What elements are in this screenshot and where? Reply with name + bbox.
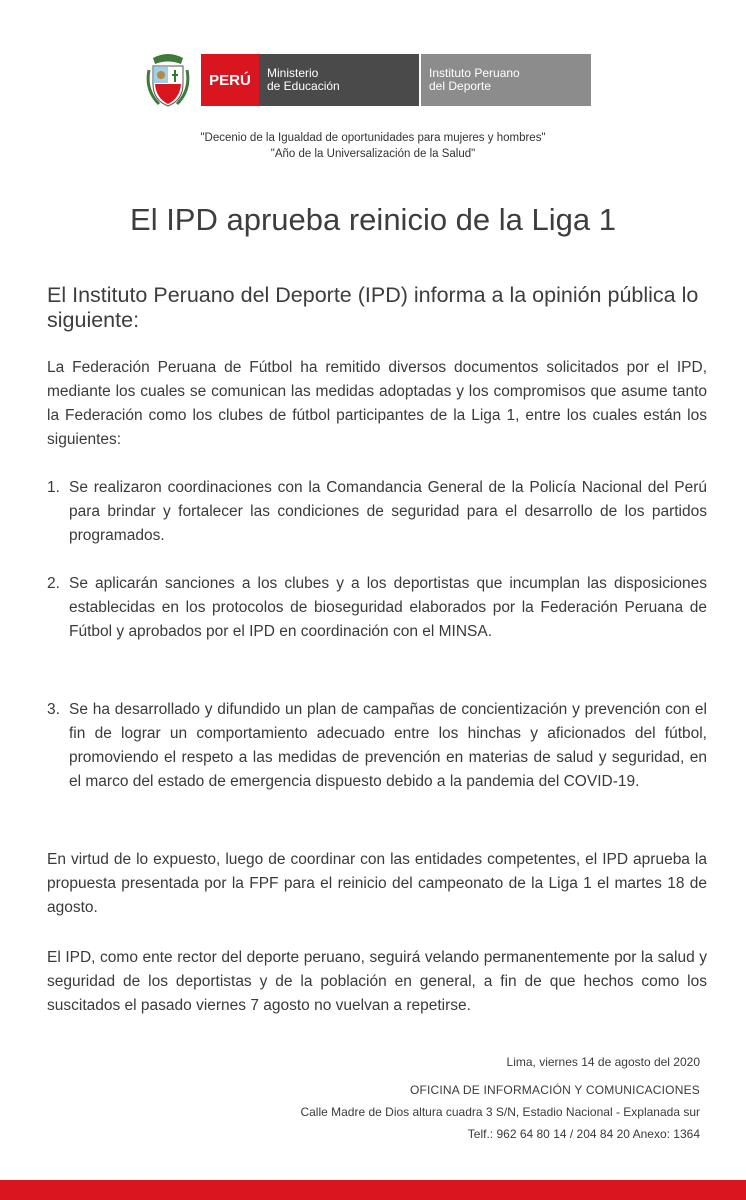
subtitle: El Instituto Peruano del Deporte (IPD) informa a la opinión pública lo siguiente: [47, 283, 699, 332]
ministerio-line2: de Educación [267, 79, 340, 93]
peru-label: PERÚ [201, 54, 259, 106]
decenio-line1: "Decenio de la Igualdad de oportunidades para mujeres y hombres" [200, 132, 546, 144]
list-item-number: 3. [47, 701, 60, 718]
paragraph-closing: El IPD, como ente rector del deporte peruano, seguirá velando permanentemente por la salud y seguridad de los deportistas y de la población en general, a fin de que hechos como los suscitados el pasado viernes 7 agosto no vuelvan a repetirse. [47, 949, 707, 1014]
footer-address: Calle Madre de Dios altura cuadra 3 S/N, Estadio Nacional - Explanada sur [300, 1105, 700, 1119]
letterhead [145, 50, 591, 110]
decenio-line2: "Año de la Universalización de la Salud" [270, 148, 476, 160]
footer-date: Lima, viernes 14 de agosto del 2020 [506, 1055, 700, 1069]
list-item-text: Se realizaron coordinaciones con la Comandancia General de la Policía Nacional del Perú para brindar y fortalecer las condiciones de seguridad para el desarrollo de los partidos programados. [69, 479, 707, 544]
decenio-motto [0, 130, 746, 162]
page-title: El IPD aprueba reinicio de la Liga 1 [130, 202, 616, 237]
paragraph-approval: En virtud de lo expuesto, luego de coordinar con las entidades competentes, el IPD aprueba la propuesta presentada por la FPF para el reinicio del campeonato de la Liga 1 el martes 18 de agosto. [47, 851, 707, 916]
footer-red-bar [0, 1180, 746, 1200]
ministerio-box [259, 54, 419, 106]
list-item-text: Se aplicarán sanciones a los clubes y a los deportistas que incumplan las disposiciones establecidas en los protocolos de bioseguridad elaborados por la Federación Peruana de Fútbol y aprobados por el IPD en coordinación con el MINSA. [69, 575, 707, 640]
ipd-box [421, 54, 591, 106]
list-item-number: 1. [47, 479, 60, 496]
list-item-text: Se ha desarrollado y difundido un plan de campañas de concientización y prevención con el fin de lograr un comportamiento adecuado entre los hinchas y aficionados del fútbol, promoviendo el respeto a las medidas de prevención en materias de salud y seguridad, en el marco del estado de emergencia dispuesto debido a la pandemia del COVID-19. [69, 701, 707, 790]
intro-paragraph: La Federación Peruana de Fútbol ha remitido diversos documentos solicitados por el IPD, mediante los cuales se comunican las medidas adoptadas y los compromisos que asume tanto la Federación como los clubes de fútbol participantes de la Liga 1, entre los cuales están los siguientes: [47, 359, 707, 448]
coat-of-arms-icon [145, 50, 191, 110]
ipd-line2: del Deporte [429, 79, 492, 93]
ministerio-line1: Ministerio [267, 66, 319, 80]
list-item-3 [47, 698, 707, 794]
list-item-number: 2. [47, 575, 60, 592]
footer-phone: Telf.: 962 64 80 14 / 204 84 20 Anexo: 1364 [467, 1127, 700, 1141]
list-item-2 [47, 572, 707, 644]
ipd-line1: Instituto Peruano [429, 66, 520, 80]
list-item-1 [47, 476, 707, 548]
footer-office: OFICINA DE INFORMACIÓN Y COMUNICACIONES [409, 1083, 700, 1097]
